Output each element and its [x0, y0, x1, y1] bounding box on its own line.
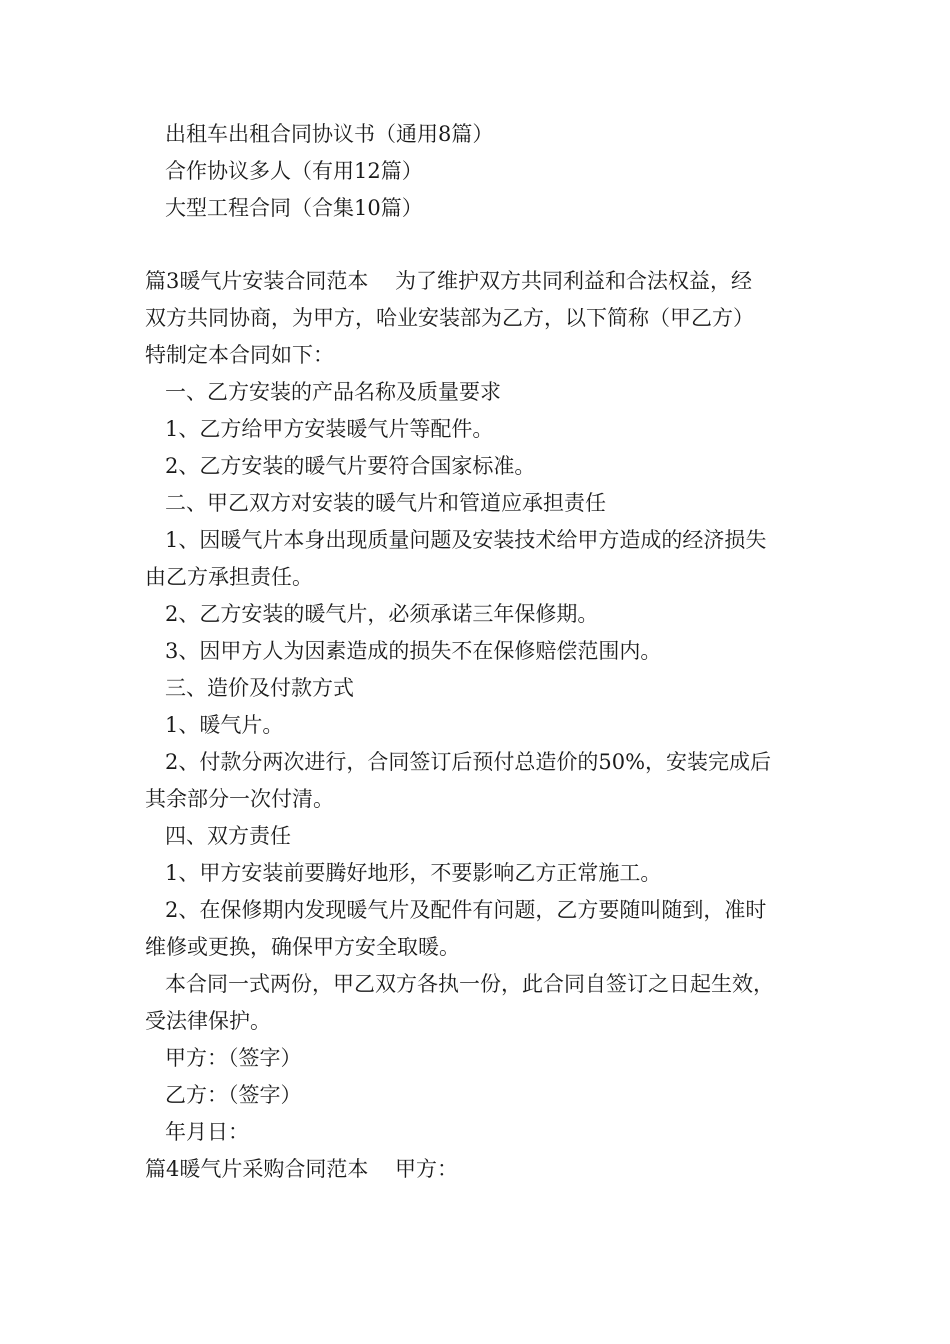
party-a-signature: 甲方：（签字）: [165, 1046, 302, 1070]
document-body: [145, 116, 815, 1188]
related-link-3[interactable]: 大型工程合同（合集10篇）: [165, 196, 423, 220]
party-b-signature: 乙方：（签字）: [165, 1083, 302, 1107]
related-link-1[interactable]: 出租车出租合同协议书（通用8篇）: [165, 122, 494, 146]
section3-item-4-2a: 2、在保修期内发现暖气片及配件有问题，乙方要随叫随到，准时: [165, 898, 767, 922]
section3-closing-a: 本合同一式两份，甲乙双方各执一份，此合同自签订之日起生效，: [165, 972, 774, 996]
section3-item-2-1a: 1、因暖气片本身出现质量问题及安装技术给甲方造成的经济损失: [165, 528, 767, 552]
section3-item-3-2a: 2、付款分两次进行，合同签订后预付总造价的50%，安装完成后: [165, 750, 772, 774]
section3-item-2-2: 2、乙方安装的暖气片，必须承诺三年保修期。: [165, 602, 599, 626]
section3-heading-4: 四、双方责任: [165, 824, 291, 848]
section3-item-3-2b: 其余部分一次付清。: [145, 787, 334, 811]
section3-item-2-3: 3、因甲方人为因素造成的损失不在保修赔偿范围内。: [165, 639, 662, 663]
section3-intro-line1: 篇3暖气片安装合同范本 为了维护双方共同利益和合法权益，经: [145, 269, 753, 293]
paragraph-gap: [145, 227, 815, 263]
section3-heading-3: 三、造价及付款方式: [165, 676, 354, 700]
section3-item-4-2b: 维修或更换，确保甲方安全取暖。: [145, 935, 460, 959]
section3-item-4-1: 1、甲方安装前要腾好地形，不要影响乙方正常施工。: [165, 861, 662, 885]
related-link-2[interactable]: 合作协议多人（有用12篇）: [165, 159, 423, 183]
section3-item-1-1: 1、乙方给甲方安装暖气片等配件。: [165, 417, 494, 441]
signing-date: 年月日：: [165, 1120, 249, 1144]
section4-title: 篇4暖气片采购合同范本 甲方：: [145, 1157, 459, 1181]
section3-item-2-1b: 由乙方承担责任。: [145, 565, 313, 589]
section3-heading-2: 二、甲乙双方对安装的暖气片和管道应承担责任: [165, 491, 606, 515]
section3-item-1-2: 2、乙方安装的暖气片要符合国家标准。: [165, 454, 536, 478]
section3-item-3-1: 1、暖气片。: [165, 713, 284, 737]
section3-intro-line2: 双方共同协商，为甲方，哈业安装部为乙方，以下简称（甲乙方）: [145, 306, 754, 330]
section3-intro-line3: 特制定本合同如下：: [145, 343, 334, 367]
section3-heading-1: 一、乙方安装的产品名称及质量要求: [165, 380, 501, 404]
section3-closing-b: 受法律保护。: [145, 1009, 271, 1033]
